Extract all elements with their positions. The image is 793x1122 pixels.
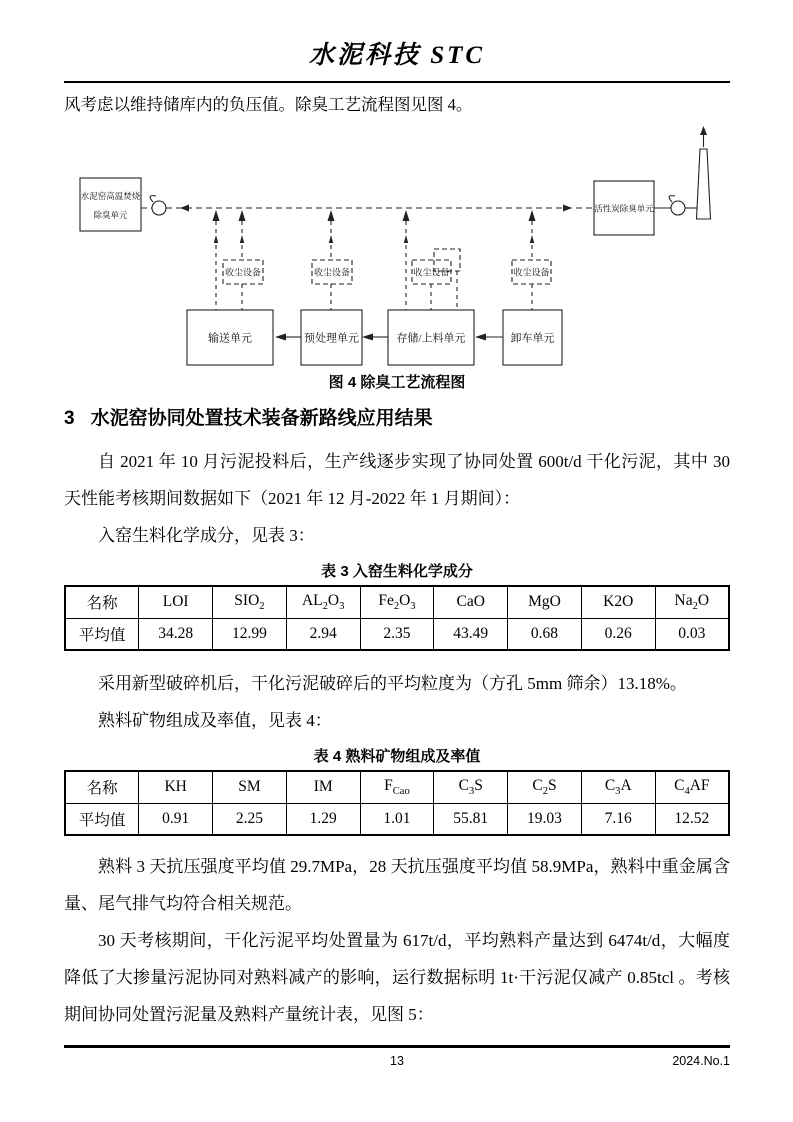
column-header: LOI xyxy=(139,586,213,618)
issue-label: 2024.No.1 xyxy=(672,1054,730,1068)
paragraph: 采用新型破碎机后，干化污泥破碎后的平均粒度为（方孔 5mm 筛余）13.18%。 xyxy=(98,674,687,693)
table-cell: 0.03 xyxy=(655,618,729,650)
dust-collector-boxes xyxy=(223,249,551,284)
intro-paragraph: 风考虑以维持储库内的负压值。除臭工艺流程图见图 4。 xyxy=(64,95,473,114)
conveying-unit-label: 输送单元 xyxy=(208,332,252,345)
column-header: $C_2S$ xyxy=(508,771,582,803)
process-flow-diagram xyxy=(0,123,793,371)
table-cell: 1.29 xyxy=(286,803,360,835)
table-cell: 2.25 xyxy=(213,803,287,835)
figure4-caption: 图 4 除臭工艺流程图 xyxy=(328,374,466,391)
unloading-unit-label: 卸车单元 xyxy=(510,332,555,345)
table-cell: 43.49 xyxy=(434,618,508,650)
column-header: $C_3S$ xyxy=(434,771,508,803)
paragraph: 30 天考核期间，干化污泥平均处置量为 617t/d，平均熟料产量达到 6474t/d，大幅度降低了大掺量污泥协同对熟料减产的影响，运行数据标明 1t·干污泥仅减产 0.85tcl 。考核期间协同处置污泥量及熟料产量统计表，见图 5： xyxy=(64,931,730,1024)
paragraph: 熟料矿物组成及率值，见表 4： xyxy=(98,711,332,730)
section-heading xyxy=(64,405,730,433)
column-header: $C_4AF$ xyxy=(655,771,729,803)
dust-collector-label: 收尘设备 xyxy=(413,267,450,278)
table-cell: 0.26 xyxy=(581,618,655,650)
table-header-row xyxy=(65,586,729,618)
column-header: $C_3A$ xyxy=(581,771,655,803)
table-row xyxy=(65,803,729,835)
pretreatment-unit-label: 预处理单元 xyxy=(304,332,359,345)
table-cell: 34.28 xyxy=(139,618,213,650)
table-cell: 55.81 xyxy=(434,803,508,835)
flow-arrowheads xyxy=(180,126,707,341)
paragraph: 入窑生料化学成分，见表 3： xyxy=(98,526,315,545)
chimney-stack-icon xyxy=(697,133,711,219)
section-number: 3 xyxy=(64,408,75,429)
column-header: CaO xyxy=(434,586,508,618)
table-cell: 12.99 xyxy=(213,618,287,650)
column-header: $AL_2O_3$ xyxy=(286,586,360,618)
column-header: KH xyxy=(139,771,213,803)
column-header: SM xyxy=(213,771,287,803)
table-cell: 12.52 xyxy=(655,803,729,835)
paragraph: 熟料 3 天抗压强度平均值 29.7MPa，28 天抗压强度平均值 58.9MPa，熟料中重金属含量、尾气排气均符合相关规范。 xyxy=(64,857,730,913)
table-cell: 2.35 xyxy=(360,618,434,650)
dust-collector-label: 收尘设备 xyxy=(313,267,351,278)
table-cell: 2.94 xyxy=(286,618,360,650)
table4 xyxy=(64,770,730,836)
column-header: K2O xyxy=(581,586,655,618)
column-header: $Na_2O$ xyxy=(655,586,729,618)
column-header: MgO xyxy=(508,586,582,618)
page-number: 13 xyxy=(390,1054,404,1068)
table-cell: 平均值 xyxy=(65,618,139,650)
column-header: $SIO_2$ xyxy=(213,586,287,618)
dust-collector-label: 收尘设备 xyxy=(513,267,550,278)
dust-collector-label: 收尘设备 xyxy=(224,267,262,278)
table3 xyxy=(64,585,730,651)
kiln-deodorize-unit-label-line1: 水泥窑高温焚烧 xyxy=(80,191,141,201)
footer-rule xyxy=(64,1045,730,1048)
table3-caption: 表 3 入窑生料化学成分 xyxy=(321,563,473,580)
table-header-row xyxy=(65,771,729,803)
table-cell: 0.68 xyxy=(508,618,582,650)
paragraph: 自 2021 年 10 月污泥投料后，生产线逐步实现了协同处置 600t/d 干化污泥，其中 30 天性能考核期间数据如下（2021 年 12 月-2022 年 1 月期间）： xyxy=(64,452,730,508)
table-cell: 7.16 xyxy=(581,803,655,835)
header-rule xyxy=(64,81,730,83)
figure4-diagram xyxy=(64,123,730,371)
section-title: 水泥窑协同处置技术装备新路线应用结果 xyxy=(90,408,433,429)
table-row xyxy=(65,618,729,650)
kiln-deodorize-unit-box xyxy=(80,178,141,231)
kiln-deodorize-unit-label-line2: 除臭单元 xyxy=(93,210,128,220)
table-cell: 0.91 xyxy=(139,803,213,835)
storage-feeding-unit-label: 存储/上料单元 xyxy=(396,332,466,345)
column-header: $Fe_2O_3$ xyxy=(360,586,434,618)
table-cell: 19.03 xyxy=(508,803,582,835)
fan-icon xyxy=(669,196,685,215)
table4-caption: 表 4 熟料矿物组成及率值 xyxy=(313,748,481,765)
fan-icon xyxy=(150,196,166,215)
page-footer xyxy=(64,1045,730,1069)
column-header: $F_{Cao}$ xyxy=(360,771,434,803)
carbon-deodorize-unit-label: 活性炭除臭单元 xyxy=(594,203,654,214)
column-header: 名称 xyxy=(65,771,139,803)
column-header: 名称 xyxy=(65,586,139,618)
table-cell: 平均值 xyxy=(65,803,139,835)
journal-title: 水泥科技 STC xyxy=(308,42,486,69)
column-header: IM xyxy=(286,771,360,803)
table-cell: 1.01 xyxy=(360,803,434,835)
